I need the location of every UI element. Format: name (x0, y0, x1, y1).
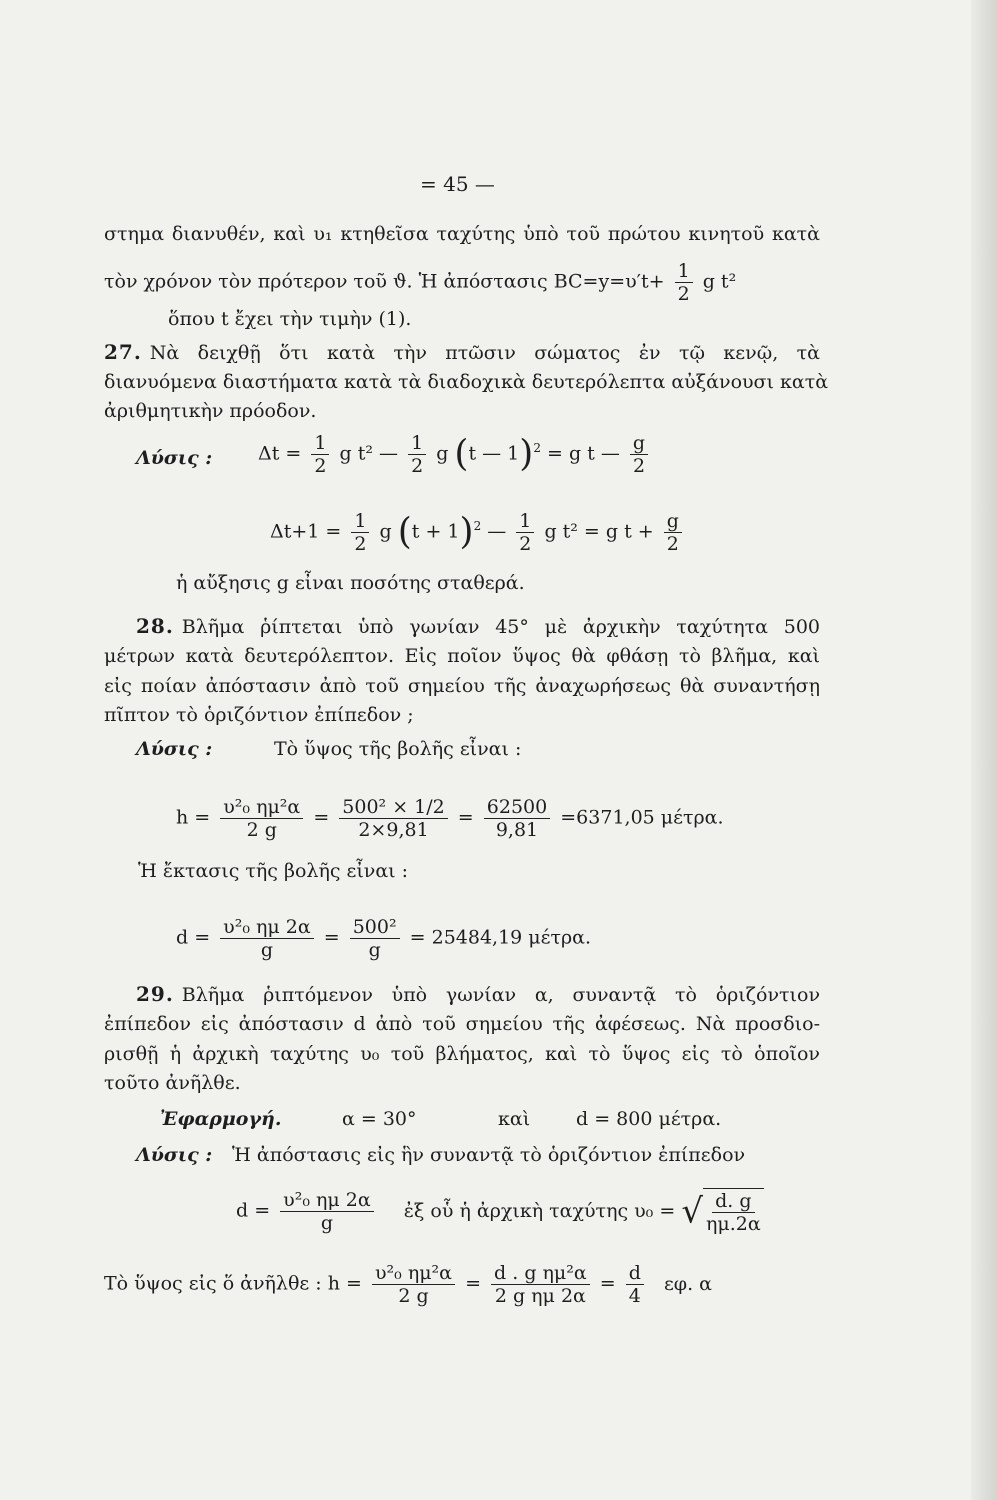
problem-number: 28. (136, 614, 174, 638)
problem-number: 29. (136, 982, 174, 1006)
text-span: τὸν χρόνον τὸν πρότερον τοῦ ϑ. Ἡ ἀπόστασις BC=y=υ′t+ (104, 270, 665, 293)
text-line: ὅπου t ἔχει τὴν τιμὴν (1). (168, 308, 412, 330)
text-line: εἰς ποίαν ἀπόστασιν ἀπὸ τοῦ σημείου τῆς ἀναχωρήσεως θὰ συναντήσῃ (104, 675, 820, 697)
problem-27-line: 27. Νὰ δειχθῇ ὅτι κατὰ τὴν πτῶσιν σώματος ἐν τῷ κενῷ, τὰ (104, 340, 820, 364)
text-line: πῖπτον τὸ ὁριζόντιον ἐπίπεδον ; (104, 704, 414, 726)
text-span: g t² (702, 270, 737, 293)
page-number: = 45 — (420, 172, 495, 196)
solution-label: Λύσις : (136, 738, 213, 760)
equation-3: h = $\frac{\text{υ²₀ ημ²α}}{2 g}$ = $\frac{\text{500² × 1/2}}{2\times 9,81}$ = $\frac{62500}{9,81}$ =6371,05 μέτρα. (176, 796, 724, 841)
application-kai: καὶ (498, 1108, 531, 1130)
text-line: Ἡ ἔκτασις τῆς βολῆς εἶναι : (138, 860, 409, 882)
text-line: ἀριθμητικὴν πρόοδον. (104, 400, 317, 422)
equation-2: Δt+1 = $\frac{1}{2}$ g $(t + 1)^2$ — $\frac{1}{2}$ g t² = g t + $\frac{g}{2}$ (270, 510, 686, 555)
text-line: Τὸ ὕψος τῆς βολῆς εἶναι : (274, 738, 522, 760)
application-d: d = 800 μέτρα. (576, 1108, 722, 1130)
text-line (104, 260, 820, 305)
fraction: $\frac{1}{2}$ (675, 260, 693, 305)
text-line: διανυόμενα διαστήματα κατὰ τὰ διαδοχικὰ δευτερόλεπτα αὐξάνουσι κατὰ (104, 371, 829, 393)
problem-number: 27. (104, 340, 142, 364)
text-line: στημα διανυθέν, καὶ υ₁ κτηθεῖσα ταχύτης ὑπὸ τοῦ πρώτου κινητοῦ κατὰ (104, 223, 820, 245)
application-alpha: α = 30° (342, 1108, 417, 1130)
text-line: μέτρων κατὰ δευτερόλεπτον. Εἰς ποῖον ὕψος θὰ φθάσῃ τὸ βλῆμα, καὶ (104, 645, 820, 667)
equation-4: d = $\frac{\text{υ²₀ ημ 2α}}{g}$ = $\frac{\text{500²}}{g}$ = 25484,19 μέτρα. (176, 916, 592, 961)
conclusion: ἡ αὔξησις g εἶναι ποσότης σταθερά. (176, 572, 525, 594)
equation-5: d = $\frac{\text{υ²₀ ημ 2α}}{g}$ ἐξ οὗ ἡ ἀρχικὴ ταχύτης υ₀ = √ $\frac{d. g}{\eta\mu.2\alpha}$ (236, 1188, 768, 1235)
solution-label: Λύσις : (136, 1144, 213, 1166)
text-line: τοῦτο ἀνῆλθε. (104, 1072, 241, 1094)
equation-1: Δt = $\frac{1}{2}$ g t² — $\frac{1}{2}$ g (t — 1)$^2$ = g t — $\frac{g}{2}$ (258, 432, 652, 477)
text-line: ρισθῇ ἡ ἀρχικὴ ταχύτης υ₀ τοῦ βλήματος, καὶ τὸ ὕψος εἰς τὸ ὁποῖον (104, 1043, 820, 1065)
problem-28-line: 28. Βλῆμα ῥίπτεται ὑπὸ γωνίαν 45° μὲ ἀρχικὴν ταχύτητα 500 (136, 614, 820, 638)
solution-label: Λύσις : (136, 447, 213, 469)
equation-6: Τὸ ὕψος εἰς ὅ ἀνῆλθε : h = $\frac{\text{υ²₀ ημ²α}}{2 g}$ = $\frac{\text{d . g ημ²α}}{\text{2 g ημ 2α}}$ = $\frac{d}{4}$ εφ. α (104, 1262, 712, 1307)
problem-29-line: 29. Βλῆμα ῥιπτόμενον ὑπὸ γωνίαν α, συναντᾷ τὸ ὁριζόντιον (136, 982, 820, 1006)
text-line: Ἡ ἀπόστασις εἰς ἣν συναντᾷ τὸ ὁριζόντιον ἐπίπεδον (232, 1144, 746, 1166)
application-label: Ἐφαρμογή. (160, 1108, 282, 1130)
text-line: ἐπίπεδον εἰς ἀπόστασιν d ἀπὸ τοῦ σημείου τῆς ἀφέσεως. Νὰ προσδιο- (104, 1013, 820, 1035)
page-edge-shadow (971, 0, 997, 1500)
